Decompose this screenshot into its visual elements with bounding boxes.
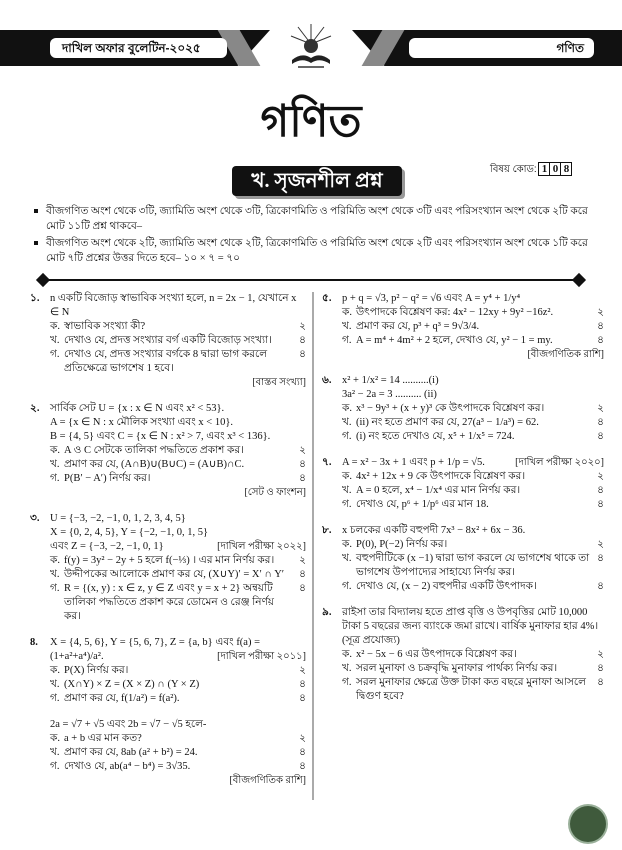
part-label: খ.: [342, 417, 352, 428]
stem-line: 3a² − 2a = 3 .......... (ii): [342, 389, 437, 400]
question-body: [342, 292, 604, 362]
question-row: [322, 524, 604, 594]
question-part: [50, 678, 306, 692]
question-body: [50, 718, 306, 788]
question-number: ৫.: [322, 293, 332, 304]
part-label: গ.: [50, 473, 60, 484]
part-text: দেখাও যে, (x − 2) বহুপদীর একটি উৎপাদক।: [356, 581, 537, 592]
part-text: (i) নং হতে দেখাও যে, x⁵ + 1/x⁵ = 724.: [356, 431, 515, 442]
part-marks: ৪: [597, 417, 604, 428]
watermark-seal-icon: [570, 806, 606, 842]
question-part: [342, 552, 604, 580]
question-body: [50, 512, 306, 624]
question-number: ৩.: [30, 513, 40, 524]
question-part: [50, 334, 306, 348]
subject-code-label: বিষয় কোড:: [490, 164, 537, 175]
right-column: [312, 292, 604, 800]
part-label: গ.: [50, 761, 60, 772]
stem-line: B = {4, 5} এবং C = {x ∈ N : x² > 7, এবং x³ < 136}.: [50, 431, 271, 442]
part-text: (ii) নং হতে প্রমাণ কর যে, 27(a³ − 1/a³) = 62.: [356, 417, 539, 428]
part-label: খ.: [50, 335, 60, 346]
part-marks: ৪: [597, 335, 604, 346]
question-number: ৯.: [322, 607, 332, 618]
question: [30, 512, 306, 624]
questions: [0, 292, 622, 800]
stem-text: (1+a²+a⁴)/a².: [50, 651, 104, 662]
part-text: স্বাভাবিক সংখ্যা কী?: [64, 321, 146, 332]
part-text: A ও C সেটকে তালিকা পদ্ধতিতে প্রকাশ কর।: [64, 445, 244, 456]
part-marks: ৪: [299, 459, 306, 470]
stem-line: A = {x ∈ N : x মৌলিক সংখ্যা এবং x < 10}.: [50, 417, 234, 428]
stem-line: সার্বিক সেট U = {x : x ∈ N এবং x² < 53}.: [50, 403, 225, 414]
question-part: [50, 348, 306, 376]
part-text: P(0), P(−2) নির্ণয় কর।: [356, 539, 448, 550]
question: [322, 456, 604, 512]
divider-row: [0, 272, 622, 288]
part-label: গ.: [342, 581, 352, 592]
part-marks: ৪: [299, 335, 306, 346]
stem-line: x চলকের একটি বহুপদী 7x³ − 8x² + 6x − 36.: [342, 525, 526, 536]
question-part: [342, 416, 604, 430]
part-label: গ.: [50, 583, 60, 594]
question-row: [30, 292, 306, 390]
question: [30, 636, 306, 706]
stem-line: x² + 1/x² = 14 ..........(i): [342, 375, 439, 386]
question-body: [342, 456, 604, 512]
question: [322, 374, 604, 444]
question-part: [50, 760, 306, 774]
part-label: গ.: [342, 677, 352, 688]
question-part: [342, 648, 604, 662]
diamond-ornament-icon: [572, 273, 586, 287]
question-part: [342, 484, 604, 498]
part-label: গ.: [50, 693, 60, 704]
part-text: উদ্দীপকের আলোকে প্রমাণ কর যে, (X∪Y)′ = X′ ∩ Y′: [64, 569, 285, 580]
stem-line: U = {−3, −2, −1, 0, 1, 2, 3, 4, 5}: [50, 513, 186, 524]
part-marks: ৪: [597, 499, 604, 510]
instructions-list: [32, 204, 600, 266]
question-body: [50, 402, 306, 500]
part-marks: ২: [299, 665, 306, 676]
part-text: দেখাও যে, প্রদত্ত সংখ্যার বর্গ একটি বিজোড় সংখ্যা।: [64, 335, 272, 346]
part-text: x² − 5x − 6 এর উৎপাদকে বিশ্লেষণ কর।: [356, 649, 517, 660]
code-digit: 1: [538, 162, 550, 176]
part-label: ক.: [50, 445, 60, 456]
question-body: [342, 524, 604, 594]
question-part: [50, 692, 306, 706]
question-number: 8.: [30, 637, 38, 648]
part-marks: ৪: [597, 581, 604, 592]
part-marks: ৪: [299, 473, 306, 484]
part-label: খ.: [50, 569, 60, 580]
page-title: গণিত: [260, 97, 362, 146]
question-number: ৮.: [322, 525, 332, 536]
question-body: [342, 374, 604, 444]
part-label: গ.: [342, 335, 352, 346]
part-label: ক.: [342, 307, 352, 318]
question-part: [342, 320, 604, 334]
part-label: গ.: [50, 349, 60, 360]
part-text: P(X) নির্ণয় কর।: [64, 665, 129, 676]
exam-source: [দাখিল পরীক্ষা ২০২০]: [515, 457, 604, 468]
question-part: [50, 554, 306, 568]
stem-line: [50, 540, 306, 554]
topic-tag: [সেট ও ফাংশন]: [244, 487, 306, 498]
part-text: (X∩Y) × Z = (X × Z) ∩ (Y × Z): [64, 679, 200, 690]
question-part: [50, 568, 306, 582]
question-row: [322, 374, 604, 444]
part-text: R = {(x, y) : x ∈ z, y ∈ Z এবং y = x + 2} অন্বয়টি তালিকা পদ্ধতিতে প্রকাশ করে ডোমেন ও রেঞ্জ নির্ণয় কর।: [64, 583, 274, 622]
question-number: [30, 718, 50, 788]
part-text: দেখাও যে, প্রদত্ত সংখ্যার বর্গকে 8 দ্বারা ভাগ করলে প্রতিক্ষেত্রে ভাগশেষ 1 হবে।: [64, 349, 268, 374]
question-row: [30, 636, 306, 706]
part-label: ক.: [342, 649, 352, 660]
part-marks: ৪: [299, 679, 306, 690]
part-label: খ.: [50, 679, 60, 690]
diamond-ornament-icon: [36, 273, 50, 287]
part-label: খ.: [50, 459, 60, 470]
question-row: [322, 606, 604, 704]
topic-tag: [বাস্তব সংখ্যা]: [252, 377, 306, 388]
question-part: [342, 334, 604, 348]
part-marks: ৪: [299, 693, 306, 704]
question-part: [50, 472, 306, 486]
part-label: খ.: [342, 321, 352, 332]
divider: [42, 279, 582, 281]
question-part: [342, 430, 604, 444]
part-label: ক.: [50, 321, 60, 332]
section-banner: খ. সৃজনশীল প্রশ্ন: [232, 166, 402, 196]
question: [322, 292, 604, 362]
part-label: খ.: [342, 663, 352, 674]
part-label: ক.: [342, 403, 352, 414]
question: [322, 606, 604, 704]
part-marks: ২: [597, 649, 604, 660]
part-label: ক.: [50, 733, 60, 744]
part-label: গ.: [342, 431, 352, 442]
part-marks: ৪: [597, 321, 604, 332]
question-row: [30, 402, 306, 500]
question-part: [50, 746, 306, 760]
part-label: গ.: [342, 499, 352, 510]
topic-tag: [বীজগণিতিক রাশি]: [527, 349, 604, 360]
part-marks: ৪: [299, 583, 306, 594]
left-column: [30, 292, 306, 800]
stem-line: p + q = √3, p² − q² = √6 এবং A = y⁴ + 1/y⁴: [342, 293, 521, 304]
stem-text: এবং Z = {−3, −2, −1, 0, 1}: [50, 541, 164, 552]
question-row: [30, 718, 306, 788]
question-part: [342, 580, 604, 594]
stem-text: A = x² − 3x + 1 এবং p + 1/p = √5.: [342, 457, 485, 468]
part-label: ক.: [50, 555, 60, 566]
part-marks: ২: [597, 403, 604, 414]
banner-row: [0, 160, 622, 204]
question-row: [30, 512, 306, 624]
instruction-item: বীজগণিত অংশ থেকে ৩টি, জ্যামিতি অংশ থেকে ৩টি, ত্রিকোণমিতি ও পরিমিতি অংশ থেকে ৩টি এবং পরিসংখ্যান অংশ থেকে ২টি করে মোট ১১টি প্রশ্ন থাকবে–: [32, 204, 600, 234]
question: [30, 292, 306, 390]
question-part: [342, 676, 604, 704]
book-sun-logo-icon: [286, 22, 336, 70]
instruction-item: বীজগণিত অংশ থেকে ২টি, জ্যামিতি অংশ থেকে ২টি, ত্রিকোণমিতি ও পরিমিতি অংশ থেকে ২টি এবং পরিসংখ্যান অংশ থেকে ১টি করে মোট ৭টি প্রশ্নের উত্তর দিতে হবে– ১০ × ৭ = ৭০: [32, 236, 600, 266]
part-text: সরল মুনাফার ক্ষেত্রে উক্ত টাকা কত বছরে মুনাফা আসলে দ্বিগুণ হবে?: [356, 677, 586, 702]
bulletin-title: দাখিল অফার বুলেটিন-২০২৫: [50, 38, 227, 58]
question-number: ৬.: [322, 375, 332, 386]
question-row: [322, 292, 604, 362]
part-text: a + b এর মান কত?: [64, 733, 142, 744]
part-label: ক.: [342, 539, 352, 550]
code-digit: 8: [560, 162, 572, 176]
subject-code: [490, 162, 572, 179]
part-text: প্রমাণ কর যে, f(1/a²) = f(a²).: [64, 693, 180, 704]
question-body: [50, 292, 306, 390]
question-part: [50, 444, 306, 458]
question-part: [342, 498, 604, 512]
part-text: A = 0 হলে, x⁴ − 1/x⁴ এর মান নির্ণয় কর।: [356, 485, 521, 496]
question-body: [50, 636, 306, 706]
part-text: প্রমাণ কর যে, p³ + q³ = 9√3/4.: [356, 321, 480, 332]
question-part: [342, 402, 604, 416]
stem-line: X = {4, 5, 6}, Y = {5, 6, 7}, Z = {a, b} এবং f(a) =: [50, 637, 261, 648]
question-part: [342, 538, 604, 552]
stem-line: 2a = √7 + √5 এবং 2b = √7 − √5 হলে-: [50, 719, 207, 730]
part-marks: ৪: [299, 569, 306, 580]
question-part: [50, 320, 306, 334]
question: [30, 718, 306, 788]
question-part: [342, 306, 604, 320]
stem-line: X = {0, 2, 4, 5}, Y = {−2, −1, 0, 1, 5}: [50, 527, 208, 538]
question-part: [50, 458, 306, 472]
part-marks: ২: [299, 445, 306, 456]
part-label: খ.: [342, 485, 352, 496]
topic-tag: [বীজগণিতিক রাশি]: [229, 775, 306, 786]
question-number: ৭.: [322, 457, 332, 468]
part-text: f(y) = 3y² − 2y + 5 হলে f(−⅓) । এর মান নির্ণয় কর।: [64, 555, 275, 566]
part-text: প্রমাণ কর যে, (A∩B)∪(B∪C) = (A∪B)∩C.: [64, 459, 245, 470]
part-marks: ২: [597, 471, 604, 482]
part-marks: ৪: [299, 761, 306, 772]
code-digit: 0: [549, 162, 561, 176]
question-part: [50, 582, 306, 624]
part-marks: ২: [597, 539, 604, 550]
part-marks: ৪: [299, 349, 306, 360]
part-text: দেখাও যে, p⁶ + 1/p⁶ এর মান 18.: [356, 499, 489, 510]
part-marks: ৪: [597, 431, 604, 442]
exam-source: [দাখিল পরীক্ষা ২০১১]: [217, 651, 306, 662]
question-number: ২.: [30, 403, 40, 414]
part-marks: ২: [299, 555, 306, 566]
subject-label: গণিত: [409, 38, 594, 58]
question-part: [342, 470, 604, 484]
question-body: [342, 606, 604, 704]
part-label: খ.: [50, 747, 60, 758]
part-text: A = m⁴ + 4m² + 2 হলে, দেখাও যে, y² − 1 = my.: [356, 335, 553, 346]
part-text: 4x² + 12x + 9 কে উৎপাদকে বিশ্লেষণ কর।: [356, 471, 526, 482]
stem-line: n একটি বিজোড় স্বাভাবিক সংখ্যা হলে, n = 2x − 1, যেখানে x ∈ N: [50, 293, 297, 318]
question-part: [342, 662, 604, 676]
part-text: দেখাও যে, ab(a⁴ − b⁴) = 3√35.: [64, 761, 191, 772]
part-marks: ৪: [597, 553, 604, 564]
question-row: [322, 456, 604, 512]
part-marks: ৪: [597, 677, 604, 688]
part-marks: ৪: [299, 747, 306, 758]
part-marks: ২: [299, 733, 306, 744]
part-label: খ.: [342, 553, 352, 564]
part-text: P(B′ − A′) নির্ণয় কর।: [64, 473, 151, 484]
exam-source: [দাখিল পরীক্ষা ২০২২]: [217, 541, 306, 552]
part-text: সরল মুনাফা ও চক্রবৃদ্ধি মুনাফার পার্থক্য নির্ণয় কর।: [356, 663, 558, 674]
page-header: [0, 0, 622, 160]
part-marks: ২: [299, 321, 306, 332]
part-text: বহুপদীটিকে (x −1) দ্বারা ভাগ করলে যে ভাগশেষ থাকে তা ভাগশেষ উপপাদ্যের সাহায্যে নির্ণয় কর।: [356, 553, 590, 578]
question-part: [50, 732, 306, 746]
part-text: উৎপাদকে বিশ্লেষণ কর: 4x² − 12xy + 9y² −16z².: [356, 307, 554, 318]
question-part: [50, 664, 306, 678]
part-text: প্রমাণ কর যে, 8ab (a² + b²) = 24.: [64, 747, 198, 758]
stem-line: [342, 456, 604, 470]
question-number: ১.: [30, 293, 40, 304]
question: [30, 402, 306, 500]
part-marks: ৪: [597, 663, 604, 674]
part-marks: ২: [597, 307, 604, 318]
stem-line: রাইসা তার বিদ্যালয় হতে প্রাপ্ত বৃত্তি ও উপবৃত্তির মোট 10,000 টাকা 5 বছরের জন্য ব্যাংকে জমা রাখে। বার্ষিক মুনাফার হার 4%। (সূত্র প্রযোজ্য): [342, 607, 599, 646]
part-marks: ৪: [597, 485, 604, 496]
part-label: ক.: [342, 471, 352, 482]
stem-line: [50, 650, 306, 664]
part-text: x³ − 9y³ + (x + y)³ কে উৎপাদকে বিশ্লেষণ কর।: [356, 403, 545, 414]
question: [322, 524, 604, 594]
part-label: ক.: [50, 665, 60, 676]
